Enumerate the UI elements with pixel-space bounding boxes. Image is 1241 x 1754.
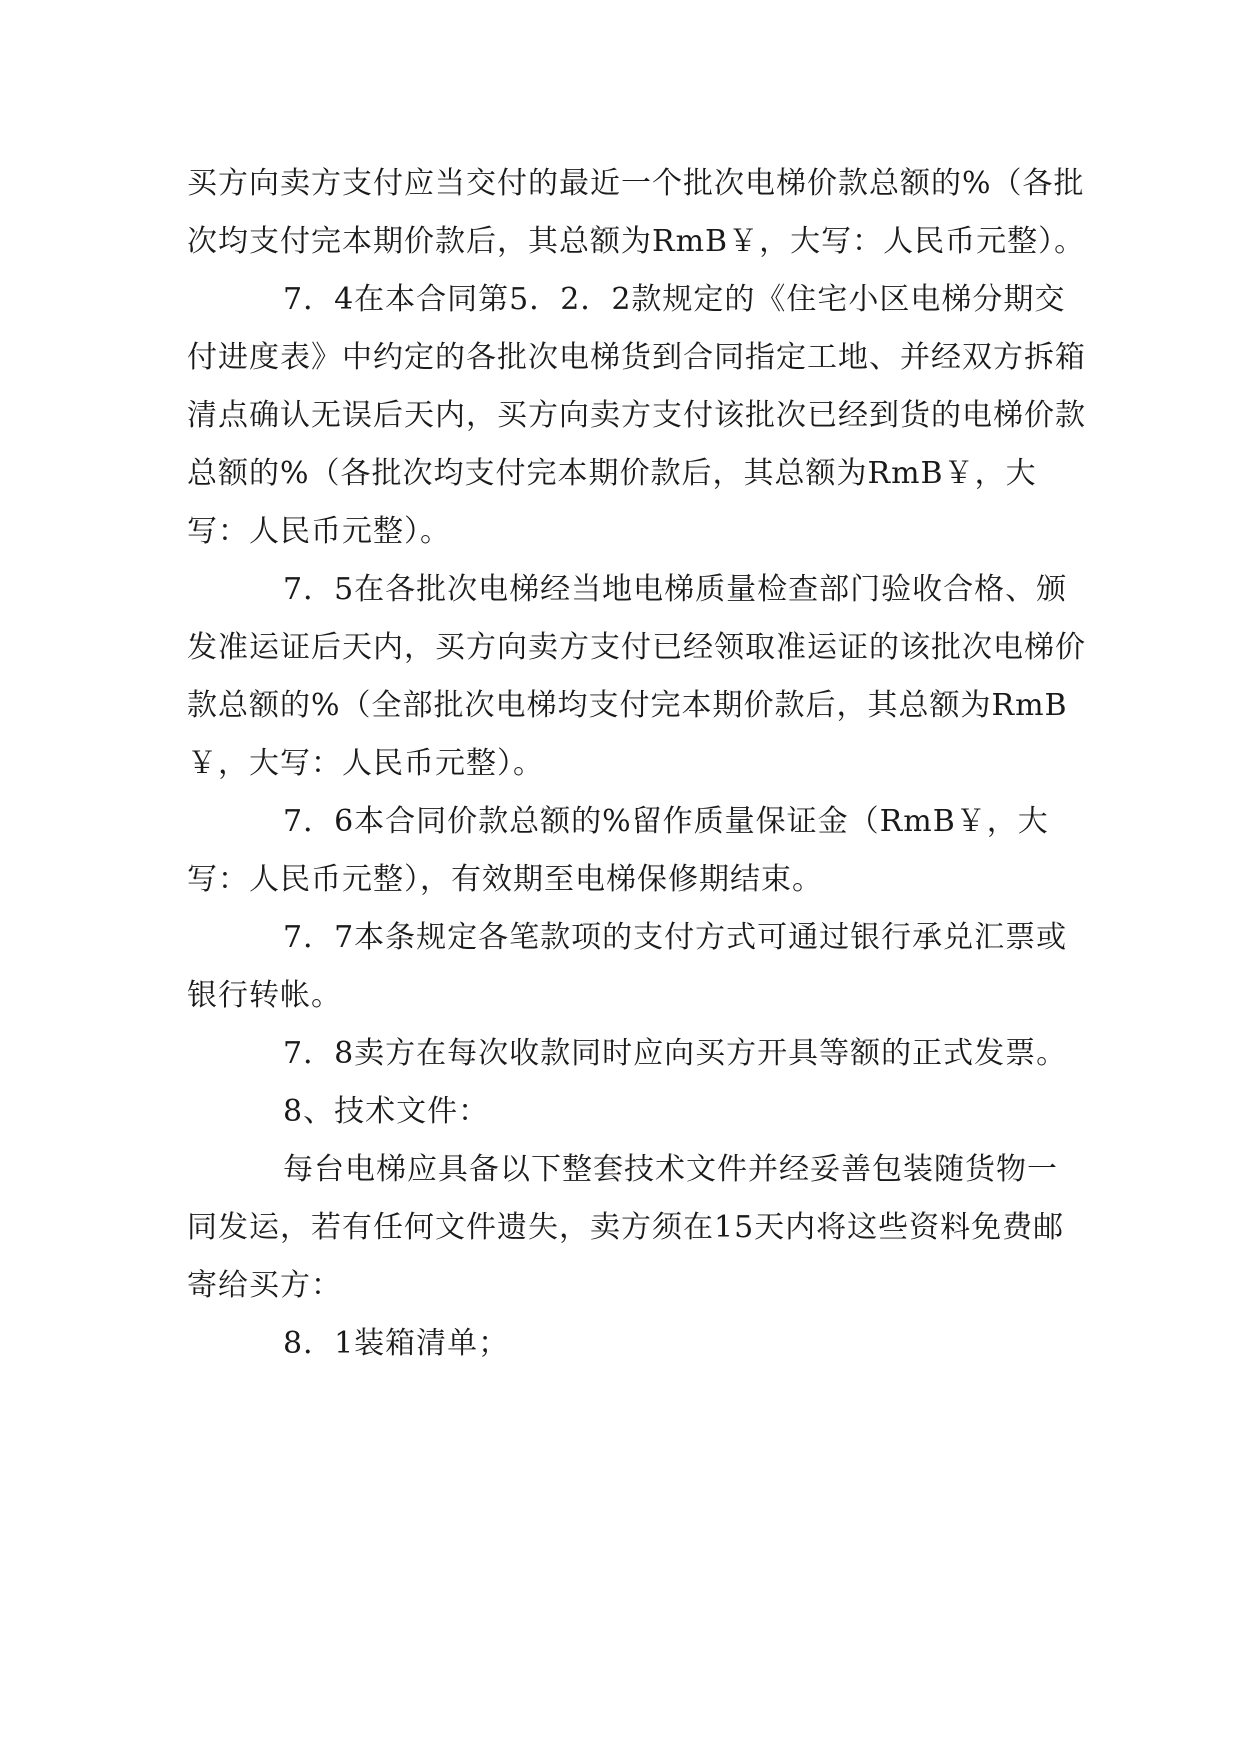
paragraph-7-7: 7．7本条规定各笔款项的支付方式可通过银行承兑汇票或银行转帐。 [187,920,1068,1013]
paragraph-7-3-continued: 买方向卖方支付应当交付的最近一个批次电梯价款总额的%（各批次均支付完本期价款后，其总额为RmB￥，大写：人民币元整）。 [187,166,1086,259]
paragraph-7-6: 7．6本合同价款总额的%留作质量保证金（RmB￥，大写：人民币元整），有效期至电梯保修期结束。 [187,804,1049,897]
section-8-heading: 8、技术文件： [283,1094,490,1129]
contract-text-body [187,155,1087,1373]
paragraph-8-1: 8．1装箱清单； [283,1326,510,1361]
paragraph-7-5: 7．5在各批次电梯经当地电梯质量检查部门验收合格、颁发准运证后天内，买方向卖方支付已经领取准运证的该批次电梯价款总额的%（全部批次电梯均支付完本期价款后，其总额为RmB￥，大写：人民币元整）。 [187,572,1086,781]
paragraph-7-4: 7．4在本合同第5．2．2款规定的《住宅小区电梯分期交付进度表》中约定的各批次电梯货到合同指定工地、并经双方拆箱清点确认无误后天内，买方向卖方支付该批次已经到货的电梯价款总额的%（各批次均支付完本期价款后，其总额为RmB￥，大写：人民币元整）。 [187,282,1086,549]
paragraph-7-8: 7．8卖方在每次收款同时应向买方开具等额的正式发票。 [283,1036,1068,1071]
paragraph-8-intro: 每台电梯应具备以下整套技术文件并经妥善包装随货物一同发运，若有任何文件遗失，卖方须在15天内将这些资料免费邮寄给买方： [187,1152,1065,1303]
